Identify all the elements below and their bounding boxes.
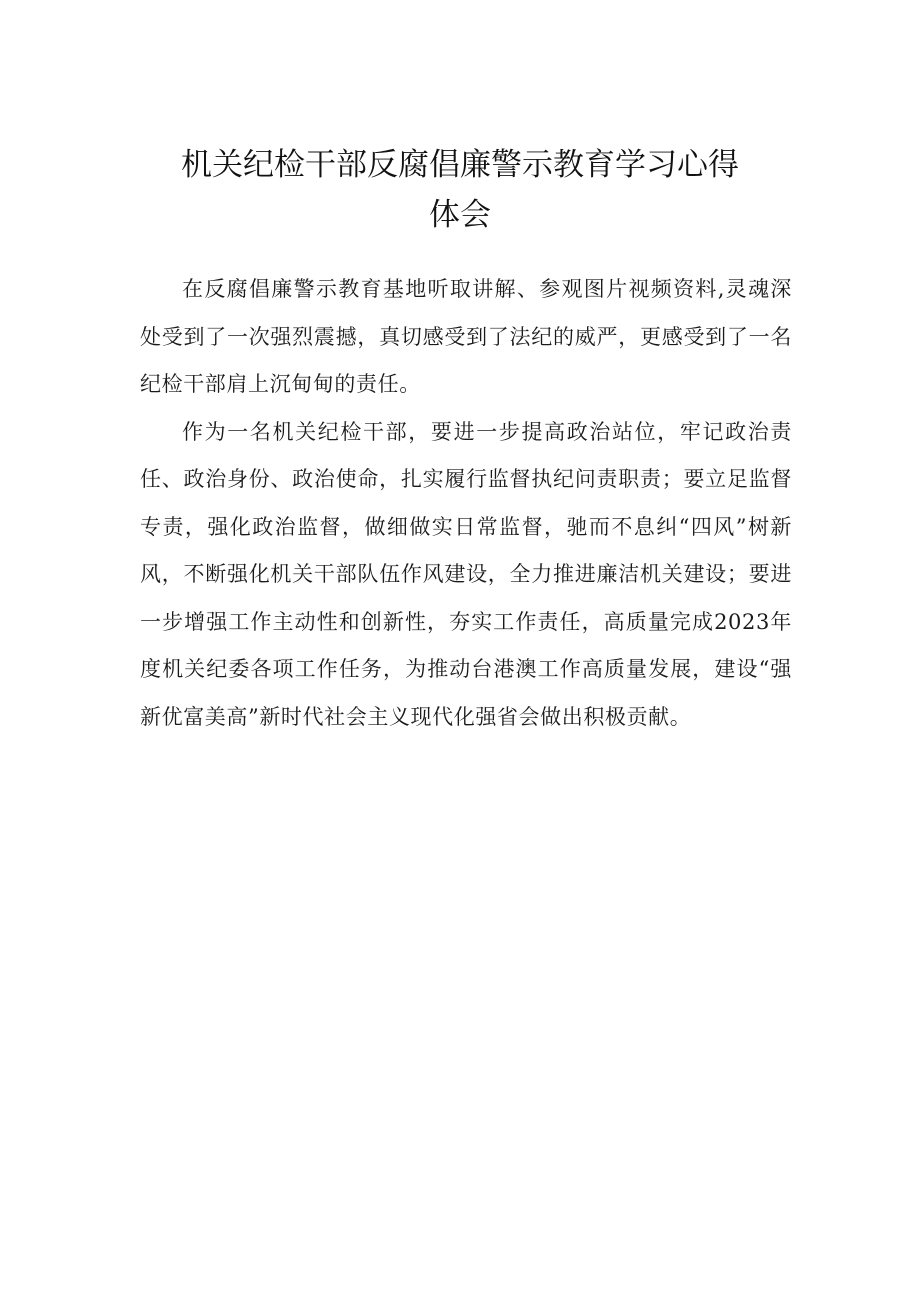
paragraph-1: 在反腐倡廉警示教育基地听取讲解、参观图片视频资料,灵魂深处受到了一次强烈震撼，真切感受到了法纪的威严，更感受到了一名纪检干部肩上沉甸甸的责任。 bbox=[140, 277, 792, 396]
title-line-2: 体会 bbox=[429, 197, 491, 233]
document-title bbox=[120, 140, 800, 240]
title-line-1: 机关纪检干部反腐倡廉警示教育学习心得 bbox=[181, 147, 739, 183]
document-body bbox=[140, 266, 792, 741]
paragraph-2: 作为一名机关纪检干部，要进一步提高政治站位，牢记政治责任、政治身份、政治使命，扎实履行监督执纪问责职责；要立足监督专责，强化政治监督，做细做实日常监督，驰而不息纠“四风”树新风，不断强化机关干部队伍作风建设，全力推进廉洁机关建设；要进一步增强工作主动性和创新性，夯实工作责任，高质量完成2023年度机关纪委各项工作任务，为推动台港澳工作高质量发展，建设“强新优富美高”新时代社会主义现代化强省会做出积极贡献。 bbox=[140, 419, 792, 729]
